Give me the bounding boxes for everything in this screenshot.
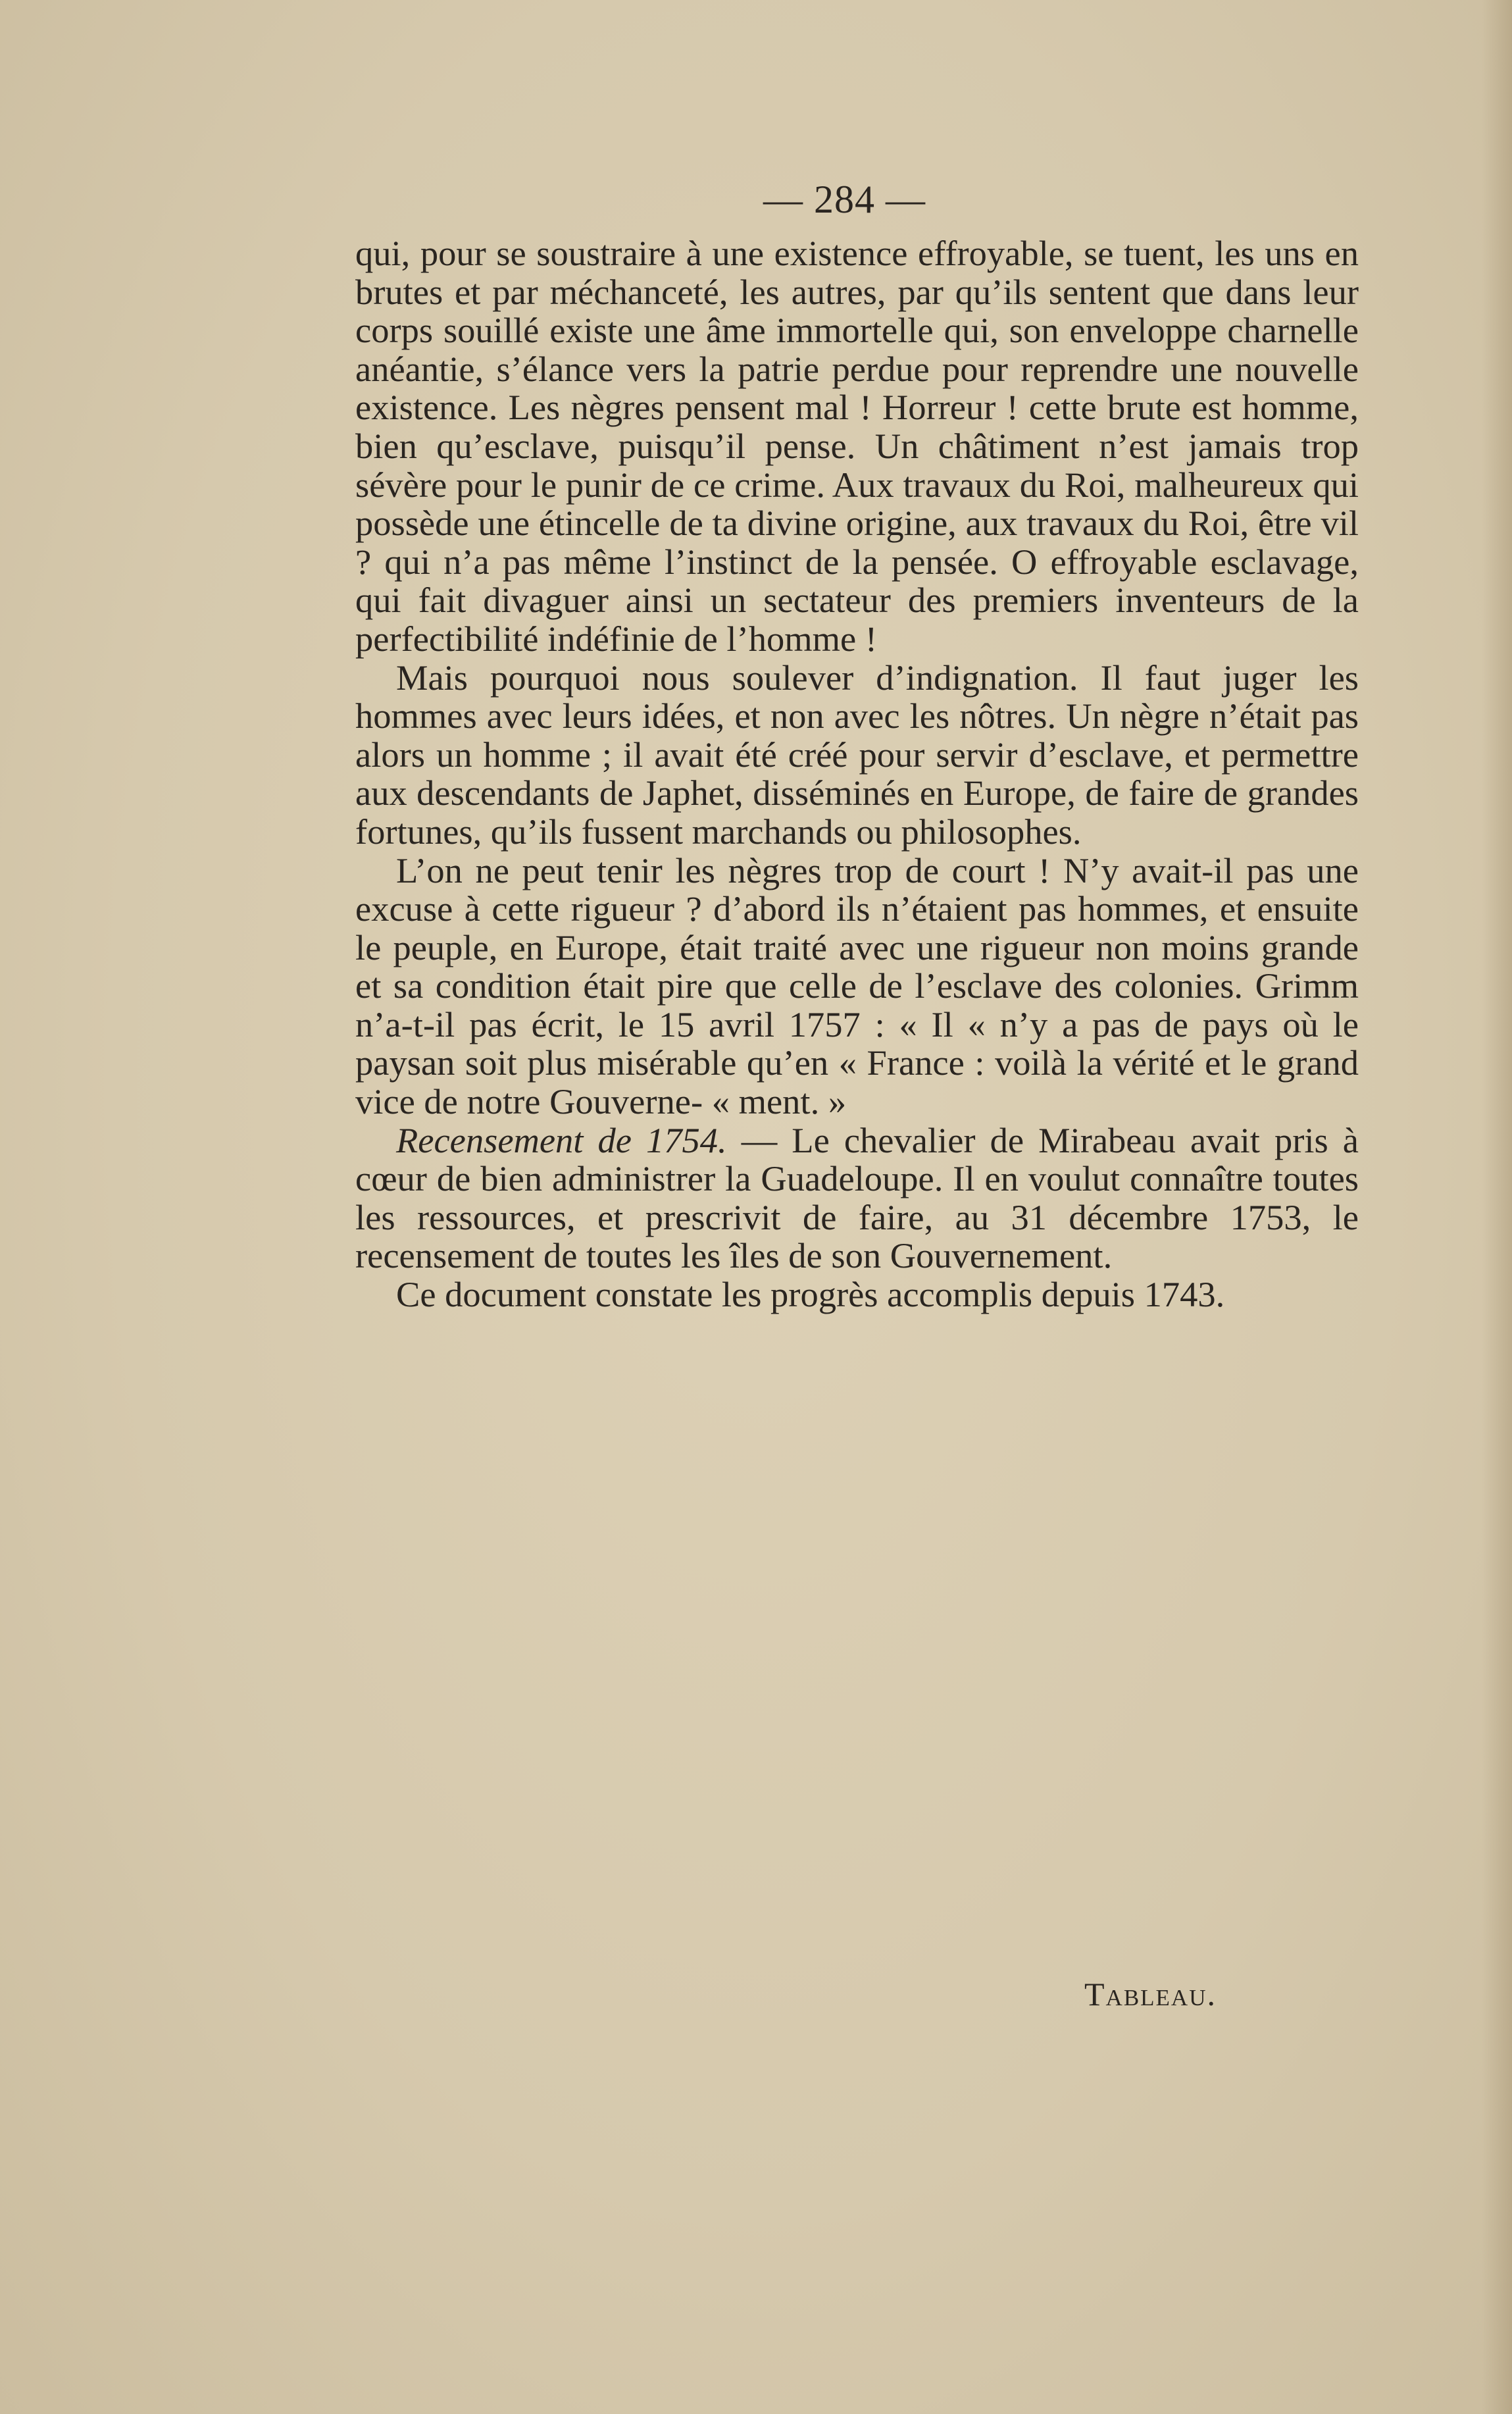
paragraph-4 xyxy=(355,1121,1359,1275)
paragraph-1 xyxy=(355,234,1359,659)
section-heading-recensement: Recensement de 1754. xyxy=(396,1119,727,1160)
paragraph-5 xyxy=(355,1275,1359,1314)
page-number: — 284 — xyxy=(763,178,926,221)
paragraph-2-text: Mais pourquoi nous soulever d’indignation. Il faut juger les hommes avec leurs idées, et non avec les nôtres. Un nègre n’était pas alors un homme ; il avait été créé pour servir d’esclave, et permettre aux descendants de Japhet, disséminés en Europe, de faire de grandes fortunes, qu’ils fussent marchands ou philosophes. xyxy=(355,657,1359,852)
paragraph-4-text: — Le chevalier de Mirabeau avait pris à cœur de bien administrer la Guadeloupe. Il en voulut connaître toutes les ressources, et prescrivit de faire, au 31 décembre 1753, le recensement de toutes les îles de son Gouvernement. xyxy=(355,1119,1359,1276)
paragraph-1-text: qui, pour se soustraire à une existence effroyable, se tuent, les uns en brutes et par méchanceté, les autres, par qu’ils sentent que dans leur corps souillé existe une âme immortelle qui, son enveloppe charnelle anéantie, s’élance vers la patrie perdue pour reprendre une nouvelle existence. Les nègres pensent mal ! Horreur ! cette brute est homme, bien qu’esclave, puisqu’il pense. Un châtiment n’est jamais trop sévère pour le punir de ce crime. Aux travaux du Roi, malheureux qui possède une étincelle de ta divine origine, aux travaux du Roi, être vil ? qui n’a pas même l’instinct de la pensée. O effroyable esclavage, qui fait divaguer ainsi un sectateur des premiers inventeurs de la perfectibilité indéfinie de l’homme ! xyxy=(355,233,1359,659)
body-text xyxy=(355,234,1359,1314)
paragraph-3 xyxy=(355,852,1359,1121)
catchword: Tableau. xyxy=(1084,1976,1217,2013)
paragraph-2 xyxy=(355,659,1359,852)
paragraph-5-text: Ce document constate les progrès accomplis depuis 1743. xyxy=(396,1274,1225,1315)
page-edge-shadow xyxy=(1482,0,1512,2414)
paragraph-3-text: L’on ne peut tenir les nègres trop de court ! N’y avait-il pas une excuse à cette rigueur ? d’abord ils n’étaient pas hommes, et ensuite le peuple, en Europe, était traité avec une rigueur non moins grande et sa condition était pire que celle de l’esclave des colonies. Grimm n’a-t-il pas écrit, le 15 avril 1757 : « Il « n’y a pas de pays où le paysan soit plus misérable qu’en « France : voilà la vérité et le grand vice de notre Gouverne- « ment. » xyxy=(355,850,1359,1122)
